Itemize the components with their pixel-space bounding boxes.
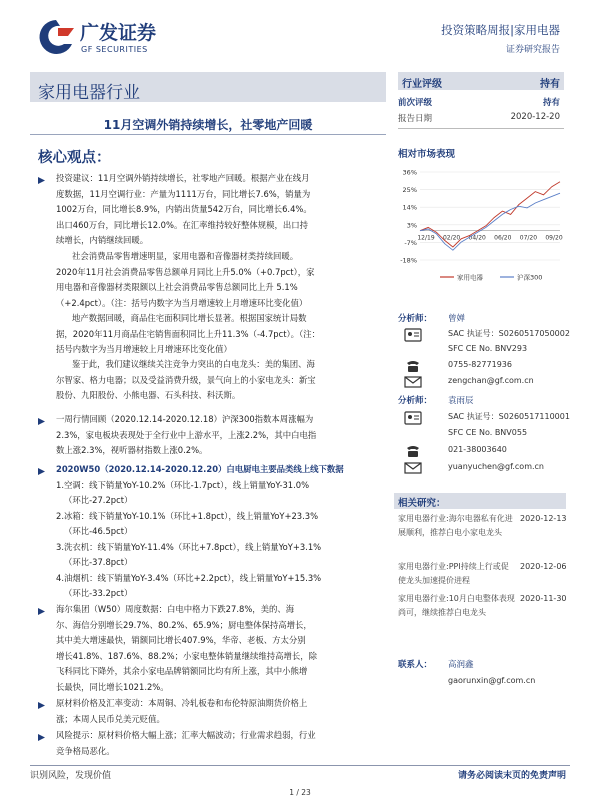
paragraph-raw-materials: 原材料价格及汇率变动：本周铜、冷轧板卷和布伦特原油期货价格上 涨；本周人民币兑美元贬值。: [56, 698, 308, 724]
x-tick-label: 06/20: [494, 234, 512, 242]
paragraph-risk-warning: 风险提示：原材料价格大幅上涨；汇率大幅波动；行业需求趋弱，行业 竞争格局恶化。: [56, 730, 316, 756]
y-tick-label: 25%: [402, 186, 417, 195]
logo-subtext: GF SECURITIES: [81, 45, 148, 54]
relative-performance-chart: [390, 160, 566, 286]
bullet-icon: [38, 734, 45, 741]
bullet-icon: [38, 418, 45, 425]
bullet-icon: [38, 468, 45, 475]
y-tick-label: 3%: [406, 221, 417, 230]
rating-value: 持有: [540, 79, 560, 90]
y-tick-label: -7%: [404, 238, 417, 247]
mail-icon: [404, 461, 422, 475]
related-research-item[interactable]: 家用电器行业:海尔电器私有化进展顺利，推荐白电小家电龙头: [398, 514, 513, 537]
phone-icon: [404, 444, 422, 458]
footer-divider: [30, 765, 570, 766]
analyst-sfc: SFC CE No. BNV055: [448, 428, 528, 437]
series-line: [420, 182, 563, 247]
related-research-date: 2020-11-30: [520, 594, 567, 603]
id-card-icon: [404, 328, 422, 342]
legend-label: 家用电器: [457, 273, 483, 282]
prev-rating-label: 前次评级: [398, 98, 433, 108]
phone-icon: [404, 359, 422, 373]
report-subtype: 证券研究报告: [505, 45, 560, 55]
analyst-name: 袁雨辰: [448, 396, 474, 406]
x-tick-label: 12/19: [417, 234, 435, 242]
paragraph-online-offline-data: 2020W50（2020.12.14-2020.12.20）白电厨电主要品类线上线下数据 1.空调：线下销量YoY-10.2%（环比-1.7pct），线上销量YoY-31.0% （环比-27.2pct） 2.冰箱：线下销量YoY-10.1%（环比+1.8pct），线上销量YoY+23.3% （环比-46.5pct） 3.洗衣机：线下销量YoY-11.4%（环比+7.8pct），线上销量YoY+3.1% （环比-37.8pct） 4.油烟机：线下销量YoY-3.4%（环比+2.2pct），线上销量YoY+15.3% （环比-33.2pct）: [56, 464, 344, 598]
contact-name: 高润鑫: [448, 660, 474, 670]
analyst-phone: 021-38003640: [448, 445, 507, 454]
y-tick-label: -18%: [400, 256, 417, 265]
bullet-icon: [38, 608, 45, 615]
paragraph-weekly-brand-data: 海尔集团（W50）周度数据：白电中格力下跌27.8%，美的、海 尔、海信分别增长29.7%、80.2%、65.9%；厨电整体保持高增长， 其中美大增速最快，销额同比增长407.9%，华帝、老板、方太分别 增长41.8%、187.6%、88.2%；小家电整体销量继续维持高增长，除 飞科同比下降外，其余小家电品牌销额同比均有所上涨，其中小熊增 长最快，同比增长1021.2%。: [56, 604, 318, 692]
analyst-sfc: SFC CE No. BNV293: [448, 344, 528, 353]
related-research-date: 2020-12-13: [520, 514, 567, 523]
gf-securities-logo: [34, 14, 194, 60]
paragraph-recommendation: 鉴于此，我们建议继续关注竞争力突出的白电龙头：美的集团、海 尔智家、格力电器；以及受益消费升级，景气向上的小家电龙头：新宝 股份、九阳股份、小熊电器、石头科技、科沃斯。: [56, 359, 316, 400]
y-tick-label: 36%: [402, 168, 417, 177]
x-tick-label: 07/20: [519, 234, 538, 242]
analyst-sac: SAC 执证号：S0260517050002: [448, 329, 570, 338]
related-research-item[interactable]: 家用电器行业:10月白电整体表现尚可，继续推荐白电龙头: [398, 594, 515, 617]
report-date-label: 报告日期: [398, 114, 433, 124]
core-view-title: 核心观点：: [38, 150, 111, 166]
analyst-email: yuanyuchen@gf.com.cn: [448, 462, 544, 471]
paragraph-weekly-review: 一周行情回顾（2020.12.14-2020.12.18）沪深300指数本周涨幅为 2.3%，家电板块表现处于全行业中上游水平，上涨2.2%，其中白电指 数上涨2.3%，视听器材指数上涨0.2%。: [56, 414, 317, 455]
report-date-value: 2020-12-20: [510, 112, 560, 122]
related-research-item[interactable]: 家用电器行业:PPI持续上行或促使龙头加速提价进程: [398, 562, 509, 585]
analyst-label: 分析师：: [398, 396, 433, 406]
paragraph-investment-advice: 投资建议：11月空调外销持续增长，社零地产回暖。根据产业在线月 度数据，11月空调行业：产量为1111万台，同比增长7.6%，销量为 1002万台，同比增长8.9%，内销出货量542万台，同比增长6.4%。 出口460万台，同比增长12.0%。在汇率维持较好整体规模，出口持 续增长，内销继续回暖。: [56, 173, 312, 245]
bullet-icon: [38, 177, 45, 184]
report-type: 投资策略周报|家用电器: [441, 23, 560, 37]
analyst-sac: SAC 执证号：S0260517110001: [448, 412, 570, 421]
logo-text: 广发证券: [80, 22, 157, 44]
analyst-email: zengchan@gf.com.cn: [448, 376, 534, 385]
contact-email: gaorunxin@gf.com.cn: [448, 676, 536, 685]
report-headline: 11月空调外销持续增长，社零地产回暖: [103, 118, 313, 132]
industry-title: 家用电器行业: [38, 83, 140, 103]
legend-label: 沪深300: [517, 273, 543, 282]
footer-disclaimer: 请务必阅读末页的免责声明: [457, 771, 566, 781]
prev-rating-value: 持有: [542, 98, 560, 108]
bullet-icon: [38, 702, 45, 709]
footer-slogan: 识别风险，发现价值: [30, 771, 112, 781]
paragraph-real-estate: 地产数据回暖，商品住宅面积同比增长显著。根据国家统计局数 据，2020年11月商品住宅销售面积同比上升11.3%（-4.7pct）。（注： 括号内数字为当月增速较上月增速环比变化值）: [56, 313, 320, 354]
mail-icon: [404, 375, 422, 389]
related-research-title: 相关研究：: [398, 498, 446, 509]
relative-performance-title: 相对市场表现: [398, 149, 456, 160]
paragraph-retail-sales: 社会消费品零售增速明显，家用电器和音像器材类持续回暖。 2020年11月社会消费品零售总额单月同比上升5.0%（+0.7pct），家 用电器和音像器材类限额以上社会消费品零售总额同比上升 5.1% （+2.4pct）。（注：括号内数字为当月增速较上月增速环比变化值）: [56, 251, 315, 308]
x-tick-label: 04/20: [468, 234, 486, 242]
analyst-name: 曾婵: [448, 314, 466, 324]
y-tick-label: 14%: [402, 203, 417, 212]
rating-divider: [398, 128, 564, 129]
rating-label: 行业评级: [402, 79, 442, 90]
headline-divider: [30, 134, 386, 135]
id-card-icon: [404, 411, 422, 425]
analyst-label: 分析师：: [398, 314, 433, 324]
report-type-block: [441, 22, 560, 55]
page-number: 1 / 23: [289, 788, 311, 797]
x-tick-label: 02/20: [442, 234, 461, 242]
related-research-date: 2020-12-06: [520, 562, 567, 571]
contact-label: 联系人：: [398, 660, 433, 670]
x-tick-label: 09/20: [545, 234, 563, 242]
analyst-phone: 0755-82771936: [448, 360, 512, 369]
